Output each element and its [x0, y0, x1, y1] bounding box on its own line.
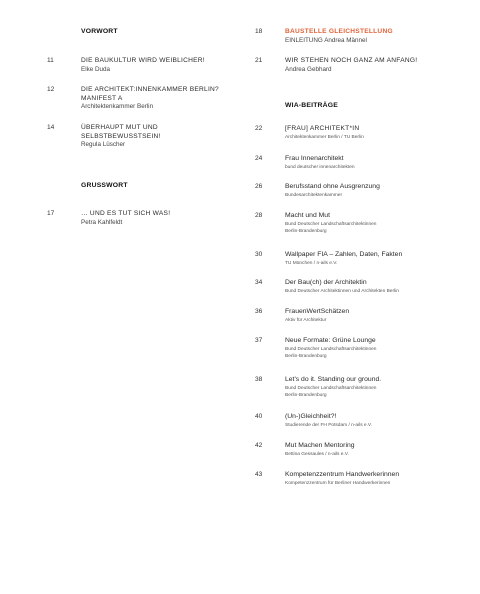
entry-title: Macht und Mut: [285, 212, 330, 219]
entry-author: Berlin-Brandenburg: [285, 353, 327, 359]
page-number: 18: [255, 28, 263, 35]
page-number: 21: [255, 57, 263, 64]
page-number: 34: [255, 279, 263, 286]
entry-author: Aktiv für Architektur: [285, 317, 327, 323]
page-number: 40: [255, 413, 263, 420]
entry-title: DIE ARCHITEKT:INNENKAMMER BERLIN?: [81, 86, 219, 93]
entry-title: WIR STEHEN NOCH GANZ AM ANFANG!: [285, 57, 418, 64]
entry-title: DIE BAUKULTUR WIRD WEIBLICHER!: [81, 57, 205, 64]
entry-title: Frau Innenarchitekt: [285, 155, 344, 162]
page-number: 22: [255, 125, 263, 132]
entry-author: Bundesarchitektenkammer: [285, 192, 343, 198]
entry-author: Architektenkammer Berlin: [81, 103, 154, 111]
page-number: 36: [255, 308, 263, 315]
page-number: 12: [47, 86, 55, 93]
entry-title: Der Bau(ch) der Architektin: [285, 279, 367, 286]
entry-title: MANIFEST A: [81, 94, 123, 102]
entry-title: … UND ES TUT SICH WAS!: [81, 210, 171, 217]
entry-author: Bettina Gessaules / n-ails e.V.: [285, 451, 349, 457]
entry-title: ÜBERHAUPT MUT UND: [81, 124, 158, 131]
entry-title: BAUSTELLE GLEICHSTELLUNG: [285, 28, 393, 35]
entry-author: Studierende der FH Potsdam / n-ails e.V.: [285, 422, 373, 428]
entry-title: Mut Machen Mentoring: [285, 442, 355, 449]
page-number: 30: [255, 251, 263, 258]
entry-author: Bund Deutscher Landschaftsarchitektinnen: [285, 221, 377, 227]
entry-author: TU München / n-ails e.V.: [285, 260, 338, 266]
page-number: 11: [47, 57, 54, 64]
entry-author: Berlin-Brandenburg: [285, 228, 327, 234]
entry-author: Andrea Gebhard: [285, 65, 332, 73]
page-number: 28: [255, 212, 263, 219]
entry-author: Kompetenzzentrum für Berliner Handwerkerinnen: [285, 480, 391, 486]
page-number: 26: [255, 183, 263, 190]
entry-title: Neue Formate: Grüne Lounge: [285, 337, 376, 344]
entry-author: Berlin-Brandenburg: [285, 392, 327, 398]
entry-author: Bund Deutscher Architektinnen und Architekten Berlin: [285, 288, 399, 294]
section-heading-wia: WIA-BEITRÄGE: [285, 102, 338, 109]
entry-title: (Un-)Gleichheit?!: [285, 413, 337, 420]
section-heading-grusswort: GRUSSWORT: [81, 182, 128, 189]
page-number: 42: [255, 442, 263, 449]
page-number: 38: [255, 376, 263, 383]
page-number: 43: [255, 471, 263, 478]
entry-title: Kompetenzzentrum Handwerkerinnen: [285, 471, 400, 478]
entry-author: Regula Lüscher: [81, 141, 126, 149]
page-number: 37: [255, 337, 263, 344]
entry-author: Elke Duda: [81, 65, 111, 73]
entry-title: FrauenWertSchätzen: [285, 308, 350, 315]
page-number: 14: [47, 124, 55, 131]
entry-title: Wallpaper FIA – Zahlen, Daten, Fakten: [285, 251, 403, 258]
entry-author: EINLEITUNG Andrea Männel: [285, 36, 367, 44]
entry-title: Berufsstand ohne Ausgrenzung: [285, 183, 380, 190]
entry-title: Let's do it. Standing our ground.: [285, 376, 382, 383]
entry-author: Bund Deutscher Landschaftsarchitektinnen: [285, 385, 377, 391]
section-heading-vorwort: VORWORT: [81, 28, 118, 35]
entry-author: bund deutscher innenarchitekten: [285, 164, 355, 170]
entry-author: Architektenkammer Berlin / TU Berlin: [285, 134, 364, 140]
entry-title: [FRAU] ARCHITEKT*IN: [285, 125, 360, 132]
contents-right-column: [240, 0, 480, 594]
entry-author: Petra Kahlfeldt: [81, 218, 123, 226]
entry-title: SELBSTBEWUSSTSEIN!: [81, 132, 161, 140]
page-number: 24: [255, 155, 263, 162]
page-number: 17: [47, 210, 55, 217]
entry-author: Bund Deutscher Landschaftsarchitektinnen: [285, 346, 377, 352]
